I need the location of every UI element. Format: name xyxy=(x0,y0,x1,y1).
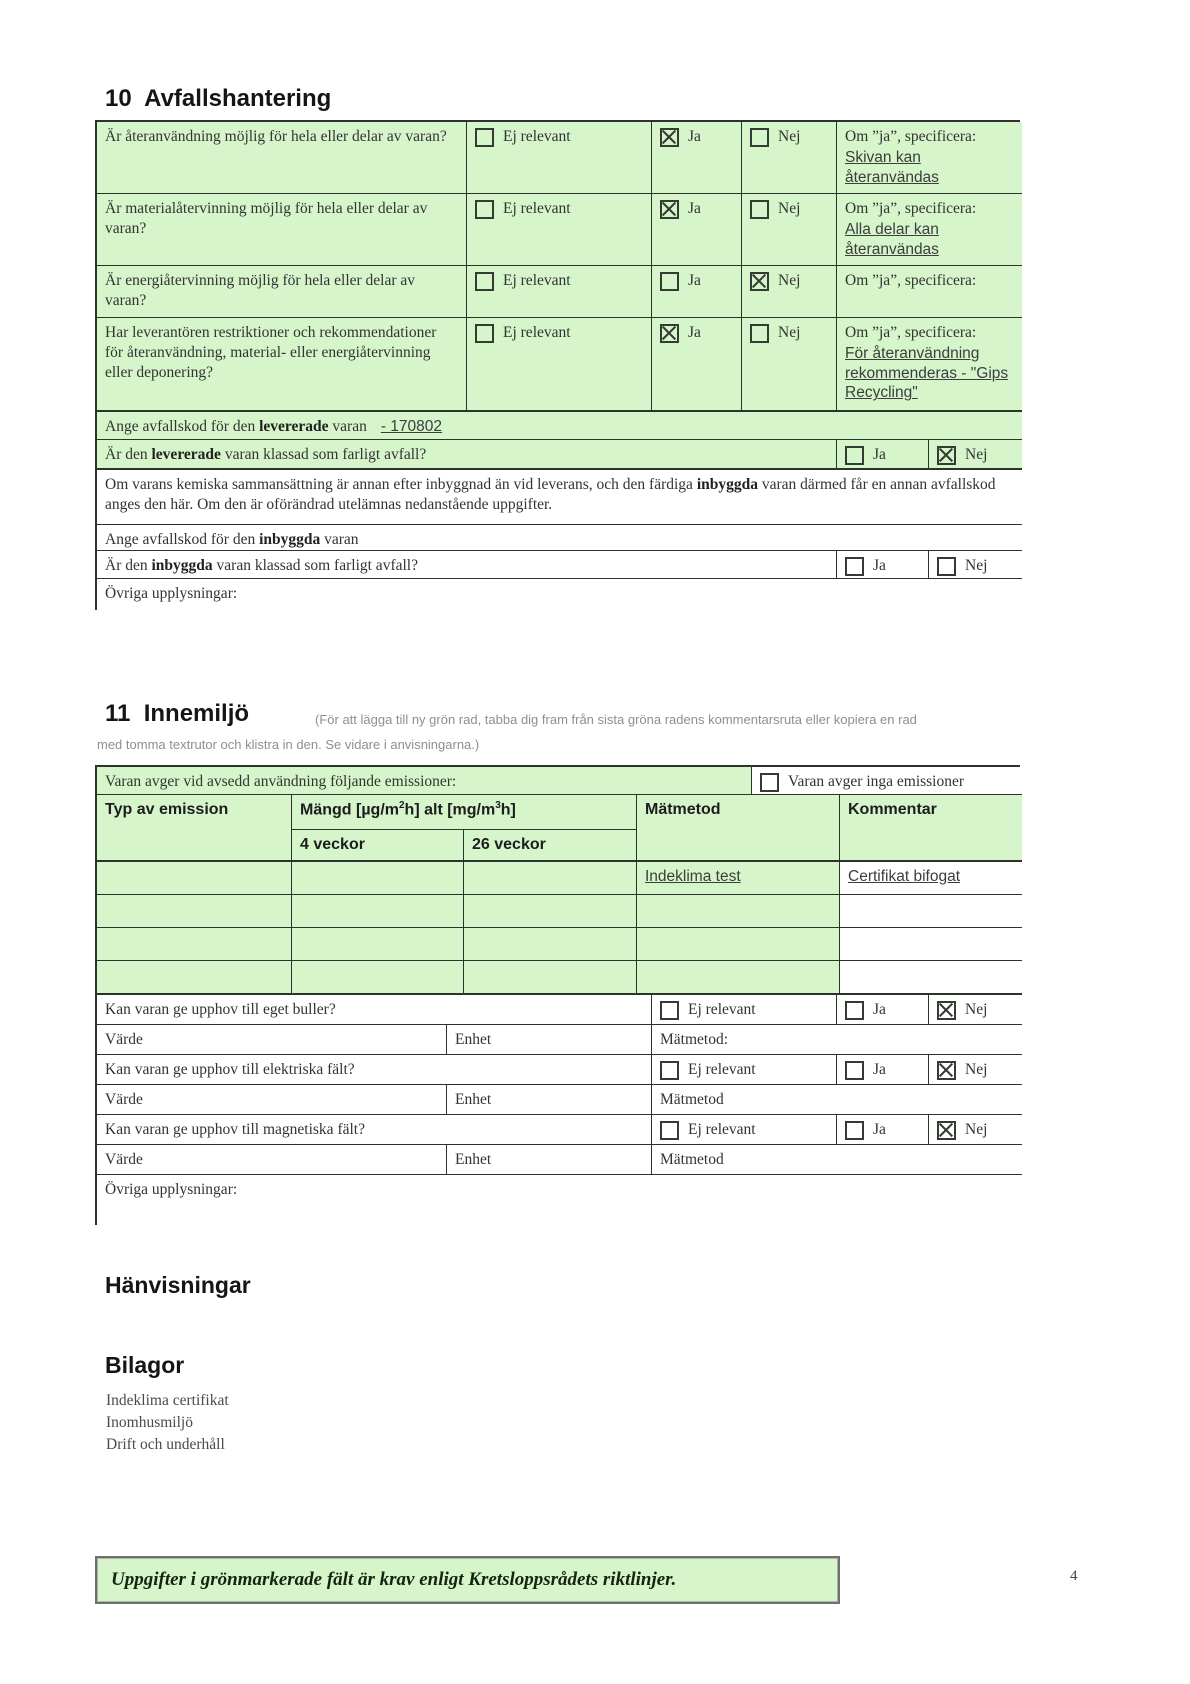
hazardous-builtin-question xyxy=(97,551,837,579)
ej-relevant-label: Ej relevant xyxy=(503,272,571,289)
unit-field[interactable]: Enhet xyxy=(447,1085,652,1115)
section-10-heading: 10 Avfallshantering xyxy=(105,85,332,112)
emission-comment-value: Certifikat bifogat xyxy=(848,868,960,885)
ej-relevant-label: Ej relevant xyxy=(688,1061,756,1078)
hazardous-delivered-nej-cell xyxy=(929,440,1022,470)
emission-method-field[interactable] xyxy=(637,895,840,928)
magnetic-ja-cell xyxy=(837,1115,929,1145)
section-11-heading: 11 Innemiljö xyxy=(105,700,250,727)
waste-code-delivered-value[interactable]: - 170802 xyxy=(380,418,443,435)
question-energy-recovery: Är energiåtervinning möjlig för hela eller delar av varan? xyxy=(97,266,467,318)
ja-label: Ja xyxy=(873,557,886,574)
energy-spec-cell xyxy=(837,266,1022,318)
emission-26w-field[interactable] xyxy=(464,862,637,895)
emission-method-field[interactable] xyxy=(637,928,840,961)
waste-code-delivered-prefix: Ange avfallskod för den xyxy=(105,418,260,435)
explanation-part2: varan därmed får en annan avfallskod anges den här. Om den är oförändrad utelämnas nedanstående uppgifter. xyxy=(105,476,996,513)
ej-relevant-label: Ej relevant xyxy=(503,200,571,217)
material-ej-relevant-cell xyxy=(467,194,652,266)
nej-label: Nej xyxy=(965,1001,988,1018)
material-nej-cell xyxy=(742,194,837,266)
spec-label: Om ”ja”, specificera: xyxy=(845,128,977,145)
ej-relevant-checkbox[interactable] xyxy=(660,1001,679,1020)
waste-code-builtin-bold: inbyggda xyxy=(259,531,321,548)
magnetic-nej-cell xyxy=(929,1115,1022,1145)
ja-label: Ja xyxy=(688,324,701,341)
nej-label: Nej xyxy=(778,128,801,145)
ej-relevant-label: Ej relevant xyxy=(688,1001,756,1018)
no-emissions-label: Varan avger inga emissioner xyxy=(788,773,965,790)
nej-label: Nej xyxy=(965,446,988,463)
attachment-item: Indeklima certifikat xyxy=(106,1392,229,1409)
ej-relevant-checkbox[interactable] xyxy=(475,324,494,343)
nej-label: Nej xyxy=(965,1121,988,1138)
ja-checkbox[interactable] xyxy=(845,1061,864,1080)
hazardous-builtin-bold: inbyggda xyxy=(151,557,213,574)
ja-checkbox[interactable] xyxy=(660,324,679,343)
nej-checkbox[interactable] xyxy=(937,1001,956,1020)
hazardous-delivered-question xyxy=(97,440,837,470)
emission-4w-field[interactable] xyxy=(292,862,464,895)
waste-code-builtin-prefix: Ange avfallskod för den xyxy=(105,531,260,548)
waste-code-delivered-row xyxy=(97,412,1022,440)
nej-checkbox[interactable] xyxy=(750,272,769,291)
ja-label: Ja xyxy=(873,1001,886,1018)
noise-ej-relevant-cell xyxy=(652,995,837,1025)
ja-checkbox[interactable] xyxy=(660,272,679,291)
electric-nej-cell xyxy=(929,1055,1022,1085)
attachment-item: Drift och underhåll xyxy=(106,1436,225,1453)
spec-label: Om ”ja”, specificera: xyxy=(845,200,977,217)
ej-relevant-label: Ej relevant xyxy=(688,1121,756,1138)
amount-part2: h] alt [mg/m xyxy=(404,801,496,819)
explanation-bold: inbyggda xyxy=(696,476,758,493)
hazardous-builtin-nej-cell xyxy=(929,551,1022,579)
nej-label: Nej xyxy=(778,272,801,289)
reuse-ej-relevant-cell xyxy=(467,122,652,194)
col-header-amount xyxy=(292,795,637,830)
emission-4w-field[interactable] xyxy=(292,895,464,928)
ej-relevant-checkbox[interactable] xyxy=(660,1121,679,1140)
emissions-statement: Varan avger vid avsedd användning följande emissioner: xyxy=(97,767,752,795)
waste-management-table xyxy=(95,120,1020,610)
value-field[interactable]: Värde xyxy=(97,1145,447,1175)
col-header-comment: Kommentar xyxy=(840,795,1022,862)
energy-nej-cell xyxy=(742,266,837,318)
restrictions-nej-cell xyxy=(742,318,837,412)
answer-field[interactable]: Alla delar kan återanvändas xyxy=(845,220,939,258)
nej-checkbox[interactable] xyxy=(750,324,769,343)
question-magnetic-fields: Kan varan ge upphov till magnetiska fält? xyxy=(97,1115,652,1145)
emission-type-field[interactable] xyxy=(97,862,292,895)
ja-checkbox[interactable] xyxy=(845,557,864,576)
emission-method-field[interactable] xyxy=(637,862,840,895)
material-spec-cell xyxy=(837,194,1022,266)
restrictions-ej-relevant-cell xyxy=(467,318,652,412)
spec-label: Om ”ja”, specificera: xyxy=(845,324,977,341)
ja-checkbox[interactable] xyxy=(660,128,679,147)
reuse-ja-cell xyxy=(652,122,742,194)
hazardous-delivered-prefix: Är den xyxy=(105,446,152,463)
other-info-row-s11: Övriga upplysningar: xyxy=(97,1175,1022,1227)
indoor-environment-table xyxy=(95,765,1020,1225)
hazardous-delivered-ja-cell xyxy=(837,440,929,470)
ej-relevant-checkbox[interactable] xyxy=(475,272,494,291)
restrictions-spec-cell xyxy=(837,318,1022,412)
ej-relevant-checkbox[interactable] xyxy=(660,1061,679,1080)
waste-code-delivered-suffix: varan xyxy=(328,418,367,435)
material-ja-cell xyxy=(652,194,742,266)
col-header-emission-type: Typ av emission xyxy=(97,795,292,862)
no-emissions-cell xyxy=(752,767,1022,795)
emission-comment-field[interactable] xyxy=(840,928,1022,961)
restrictions-ja-cell xyxy=(652,318,742,412)
nej-checkbox[interactable] xyxy=(937,446,956,465)
hazardous-builtin-suffix: varan klassad som farligt avfall? xyxy=(212,557,418,574)
emission-4w-field[interactable] xyxy=(292,928,464,961)
value-field[interactable]: Värde xyxy=(97,1085,447,1115)
section-11-note-line2: med tomma textrutor och klistra in den. Se vidare i anvisningarna.) xyxy=(97,737,480,752)
emission-comment-field[interactable] xyxy=(840,895,1022,928)
noise-nej-cell xyxy=(929,995,1022,1025)
answer-field[interactable]: Skivan kan återanvändas xyxy=(845,148,939,186)
unit-field[interactable]: Enhet xyxy=(447,1145,652,1175)
hazardous-builtin-ja-cell xyxy=(837,551,929,579)
energy-ja-cell xyxy=(652,266,742,318)
amount-part1: Mängd [µg/m xyxy=(300,801,399,819)
magnetic-ej-relevant-cell xyxy=(652,1115,837,1145)
electric-ej-relevant-cell xyxy=(652,1055,837,1085)
value-field[interactable]: Värde xyxy=(97,1025,447,1055)
built-in-explanation xyxy=(97,470,1022,525)
reuse-spec-cell xyxy=(837,122,1022,194)
nej-label: Nej xyxy=(778,200,801,217)
waste-code-delivered-bold: levererade xyxy=(259,418,329,435)
method-field[interactable]: Mätmetod xyxy=(652,1085,1022,1115)
ja-checkbox[interactable] xyxy=(660,200,679,219)
amount-sup3: 3 xyxy=(495,800,501,811)
page-number: 4 xyxy=(1070,1568,1078,1584)
ja-label: Ja xyxy=(873,446,886,463)
waste-code-builtin-row xyxy=(97,525,1022,551)
ja-label: Ja xyxy=(873,1121,886,1138)
footer-banner: Uppgifter i grönmarkerade fält är krav enligt Kretsloppsrådets riktlinjer. xyxy=(95,1556,840,1604)
question-material-recycling: Är materialåtervinning möjlig för hela eller delar av varan? xyxy=(97,194,467,266)
ja-label: Ja xyxy=(688,200,701,217)
nej-checkbox[interactable] xyxy=(937,1121,956,1140)
ja-label: Ja xyxy=(688,128,701,145)
electric-ja-cell xyxy=(837,1055,929,1085)
unit-field[interactable]: Enhet xyxy=(447,1025,652,1055)
nej-checkbox[interactable] xyxy=(937,557,956,576)
nej-label: Nej xyxy=(965,1061,988,1078)
nej-checkbox[interactable] xyxy=(750,128,769,147)
emission-4w-field[interactable] xyxy=(292,961,464,995)
ej-relevant-checkbox[interactable] xyxy=(475,200,494,219)
hazardous-delivered-suffix: varan klassad som farligt avfall? xyxy=(220,446,427,463)
other-info-row-s10: Övriga upplysningar: xyxy=(97,579,1022,612)
emission-26w-field[interactable] xyxy=(464,961,637,995)
ja-checkbox[interactable] xyxy=(845,1121,864,1140)
question-reuse: Är återanvändning möjlig för hela eller delar av varan? xyxy=(97,122,467,194)
ja-label: Ja xyxy=(688,272,701,289)
explanation-part1: Om varans kemiska sammansättning är annan efter inbyggnad än vid leverans, och den färdiga xyxy=(105,476,697,493)
hazardous-builtin-prefix: Är den xyxy=(105,557,152,574)
attachment-item: Inomhusmiljö xyxy=(106,1414,193,1431)
attachments-heading: Bilagor xyxy=(105,1352,185,1378)
no-emissions-checkbox[interactable] xyxy=(760,773,779,792)
ja-label: Ja xyxy=(873,1061,886,1078)
energy-ej-relevant-cell xyxy=(467,266,652,318)
method-field[interactable]: Mätmetod xyxy=(652,1145,1022,1175)
amount-part3: h] xyxy=(500,801,516,819)
emission-comment-field[interactable] xyxy=(840,961,1022,995)
noise-ja-cell xyxy=(837,995,929,1025)
method-field[interactable]: Mätmetod: xyxy=(652,1025,1022,1055)
question-noise: Kan varan ge upphov till eget buller? xyxy=(97,995,652,1025)
col-header-method: Mätmetod xyxy=(637,795,840,862)
reuse-nej-cell xyxy=(742,122,837,194)
question-restrictions: Har leverantören restriktioner och rekommendationer för återanvändning, material- eller energiåtervinning eller deponering? xyxy=(97,318,467,412)
nej-label: Nej xyxy=(778,324,801,341)
emission-26w-field[interactable] xyxy=(464,895,637,928)
ej-relevant-checkbox[interactable] xyxy=(475,128,494,147)
emission-comment-field[interactable] xyxy=(840,862,1022,895)
references-heading: Hänvisningar xyxy=(105,1272,251,1298)
answer-field[interactable]: För återanvändning rekommenderas - "Gips Recycling" xyxy=(845,344,1009,402)
col-header-4-weeks: 4 veckor xyxy=(292,830,464,862)
emission-type-field[interactable] xyxy=(97,928,292,961)
ja-checkbox[interactable] xyxy=(845,446,864,465)
ej-relevant-label: Ej relevant xyxy=(503,128,571,145)
emission-method-field[interactable] xyxy=(637,961,840,995)
col-header-26-weeks: 26 veckor xyxy=(464,830,637,862)
nej-label: Nej xyxy=(965,557,988,574)
spec-label: Om ”ja”, specificera: xyxy=(845,272,977,289)
hazardous-delivered-bold: levererade xyxy=(151,446,221,463)
ja-checkbox[interactable] xyxy=(845,1001,864,1020)
emission-26w-field[interactable] xyxy=(464,928,637,961)
emission-type-field[interactable] xyxy=(97,961,292,995)
nej-checkbox[interactable] xyxy=(750,200,769,219)
ej-relevant-label: Ej relevant xyxy=(503,324,571,341)
nej-checkbox[interactable] xyxy=(937,1061,956,1080)
amount-sup2: 2 xyxy=(398,800,405,811)
section-11-note-line1: (För att lägga till ny grön rad, tabba dig fram från sista gröna radens kommentarsruta eller kopiera en rad xyxy=(315,712,917,727)
emission-type-field[interactable] xyxy=(97,895,292,928)
emission-method-value: Indeklima test xyxy=(645,868,741,885)
question-electric-fields: Kan varan ge upphov till elektriska fält? xyxy=(97,1055,652,1085)
waste-code-builtin-suffix: varan xyxy=(320,531,359,548)
